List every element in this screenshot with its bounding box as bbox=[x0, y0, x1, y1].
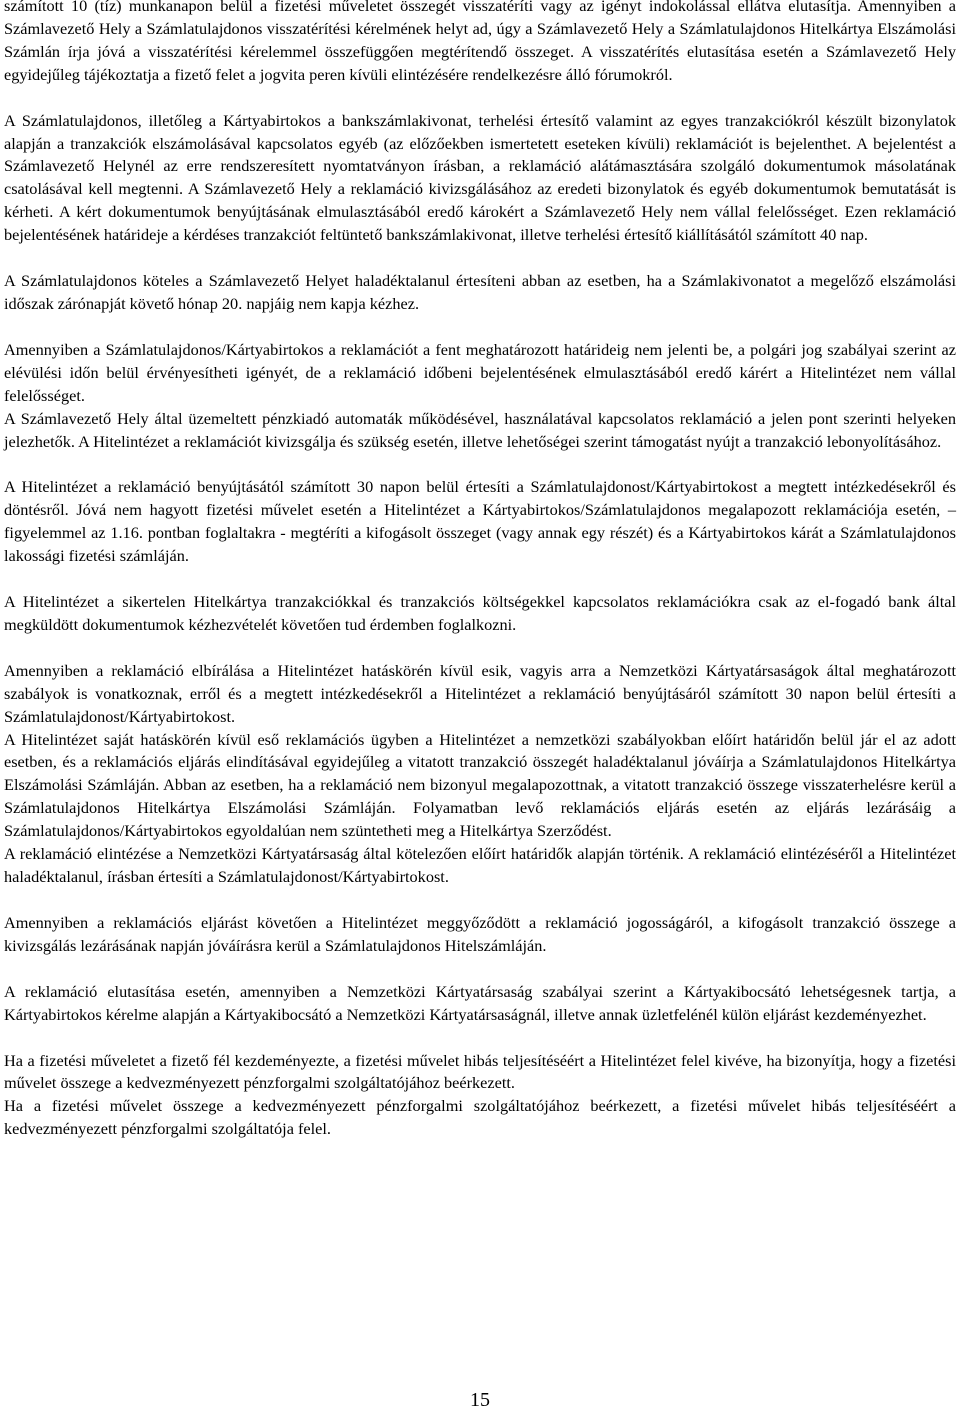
paragraph-late-complaint: Amennyiben a Számlatulajdonos/Kártyabirtokos a reklamációt a fent meghatározott határideig nem jelenti be, a polgári jog szabályai szerint az elévülési időn belül érvényesítheti igényét, de a reklamáció időbeni bejelentésének elmulasztásából eredő kárért a Hitelintézet nem vállal felelősséget. bbox=[4, 339, 956, 405]
paragraph-payee-liability: Ha a fizetési művelet összege a kedvezményezett pénzforgalmi szolgáltatójához beérkezett, a fizetési művelet hibás teljesítéséért a kedvezményezett pénzforgalmi szolgáltatója felel. bbox=[4, 1096, 956, 1139]
paragraph-international-rules: Amennyiben a reklamáció elbírálása a Hitelintézet hatáskörén kívül esik, vagyis arra a Nemzetközi Kártyatársaságok által meghatározott szabályok is vonatkoznak, erről és a megtett intézkedésekről a Hitelintézet a reklamáció benyújtásáról számított 30 napon belül értesíti a Számlatulajdonost/Kártyabirtokost. bbox=[4, 660, 956, 726]
paragraph-complaint-resolution: A reklamáció elintézése a Nemzetközi Kártyatársaság által kötelezően előírt határidők alapján történik. A reklamáció elintézéséről a Hitelintézet haladéktalanul, írásban értesíti a Számlatulajdonost/Kártyabirtokost. bbox=[4, 844, 956, 886]
paragraph-atm-complaint: A Számlavezető Hely által üzemeltett pénzkiadó automaták működésével, használatával kapcsolatos reklamáció a jelen pont szerinti helyeken jelezhetők. A Hitelintézet a reklamációt kivizsgálja és szükség esetén, illetve lehetőségei szerint támogatást nyújt a tranzakció lebonyolításához. bbox=[4, 408, 956, 451]
paragraph-complaint-filing: A Számlatulajdonos, illetőleg a Kártyabirtokos a bankszámlakivonat, terhelési értesítő valamint az egyes tranzakciókról készült bizonylatok alapján a tranzakciók elszámolásával kapcsolatos egyéb (az előzőekben ismertetett eseteken kívüli) reklamációt is bejelenthet. A bejelentést a Számlavezető Helynél az erre rendszeresített nyomtatványon írásban, a reklamáció alátámasztására szolgáló dokumentumok másolatának csatolásával kell megtenni. A Számlavezető Hely a reklamáció kivizsgálásához az eredeti bizonylatok és egyéb dokumentumok bemutatását is kérheti. A kért dokumentumok benyújtásának elmulasztásából eredő károkért a Számlavezető Hely nem vállal felelősséget. Ezen reklamáció bejelentésének határideje a kérdéses tranzakciót feltüntető bankszámlakivonat, illetve terhelési értesítő kiállításától számított 40 nap. bbox=[4, 110, 956, 245]
paragraph-outside-jurisdiction: A Hitelintézet saját hatáskörén kívül eső reklamációs ügyben a Hitelintézet a nemzetközi szabályokban előírt határidőn belül jár el az adott esetben, és a reklamációs eljárás elindításával egyidejűleg a vitatott tranzakció összegét haladéktalanul jóváírja a Számlatulajdonos Hitelkártya Elszámolási Számláján. Abban az esetben, ha a reklamáció nem bizonyul megalapozottnak, a vitatott tranzakció összege visszaterhelésre kerül a Számlatulajdonos Hitelkártya Elszámolási Számláján. Folyamatban levő reklamációs eljárás esetén az eljárás lezárásáig a Számlatulajdonos/Kártyabirtokos egyoldalúan nem szüntetheti meg a Hitelkártya Szerződést. bbox=[4, 729, 956, 841]
paragraph-30-day-notice: A Hitelintézet a reklamáció benyújtásától számított 30 napon belül értesíti a Számlatulajdonost/Kártyabirtokost a megtett intézkedésekről és döntésről. Jóvá nem hagyott fizetési művelet esetén a Hitelintézet a Kártyabirtokos/Számlatulajdonos megalapozott reklamációja esetén, – figyelemmel az 1.16. pontban foglaltakra - megtéríti a kifogásolt összeget (vagy annak egy részét) és a Kártyabirtokos kárát a Számlatulajdonos lakossági fizetési számláján. bbox=[4, 477, 956, 566]
paragraph-complaint-accepted: Amennyiben a reklamációs eljárást követően a Hitelintézet meggyőződött a reklamáció jogosságáról, a kifogásolt tranzakció összege a kivizsgálás lezárásának napján jóváírásra kerül a Számlatulajdonos Hitelszámláján. bbox=[4, 912, 956, 955]
document-page bbox=[4, 0, 956, 1141]
paragraph-refund-decision: számított 10 (tíz) munkanapon belül a fizetési műveletet összegét visszatéríti vagy az igényt indokolással ellátva elutasítja. Amennyiben a Számlavezető Hely a Számlatulajdonos visszatérítési kérelmének helyt ad, úgy a Számlavezető Hely a Számlatulajdonos Hitelkártya Elszámolási Számlán írja jóvá a visszatérítési kérelemmel összefüggően megtérítendő összeget. A visszatérítés elutasítása esetén a Számlavezető Hely egyidejűleg tájékoztatja a fizető felet a jogvita peren kívüli elintézésére rendelkezésre álló fórumokról. bbox=[4, 0, 956, 84]
page-number: 15 bbox=[470, 1389, 490, 1411]
paragraph-failed-transactions: A Hitelintézet a sikertelen Hitelkártya tranzakciókkal és tranzakciós költségekkel kapcsolatos reklamációkra csak az el-fogadó bank által megküldött dokumentumok kézhezvételét követően tud érdemben foglalkozni. bbox=[4, 592, 956, 634]
paragraph-statement-notice: A Számlatulajdonos köteles a Számlavezető Helyet haladéktalanul értesíteni abban az esetben, ha a Számlakivonatot a megelőző elszámolási időszak zárónapját követő hónap 20. napjáig nem kapja kézhez. bbox=[4, 271, 956, 313]
paragraph-payer-initiated: Ha a fizetési műveletet a fizető fél kezdeményezte, a fizetési művelet hibás teljesítéséért a Hitelintézet felel kivéve, ha bizonyítja, hogy a fizetési művelet összege a kedvezményezett pénzforgalmi szolgáltatójához beérkezett. bbox=[4, 1050, 956, 1093]
paragraph-complaint-rejected: A reklamáció elutasítása esetén, amennyiben a Nemzetközi Kártyatársaság szabályai szerint a Kártyakibocsátó lehetségesnek tartja, a Kártyabirtokos kérelme alapján a Kártyakibocsátó a Nemzetközi Kártyatársaságnál, illetve annak üzletfelénél külön eljárást kezdeményezhet. bbox=[4, 981, 956, 1024]
